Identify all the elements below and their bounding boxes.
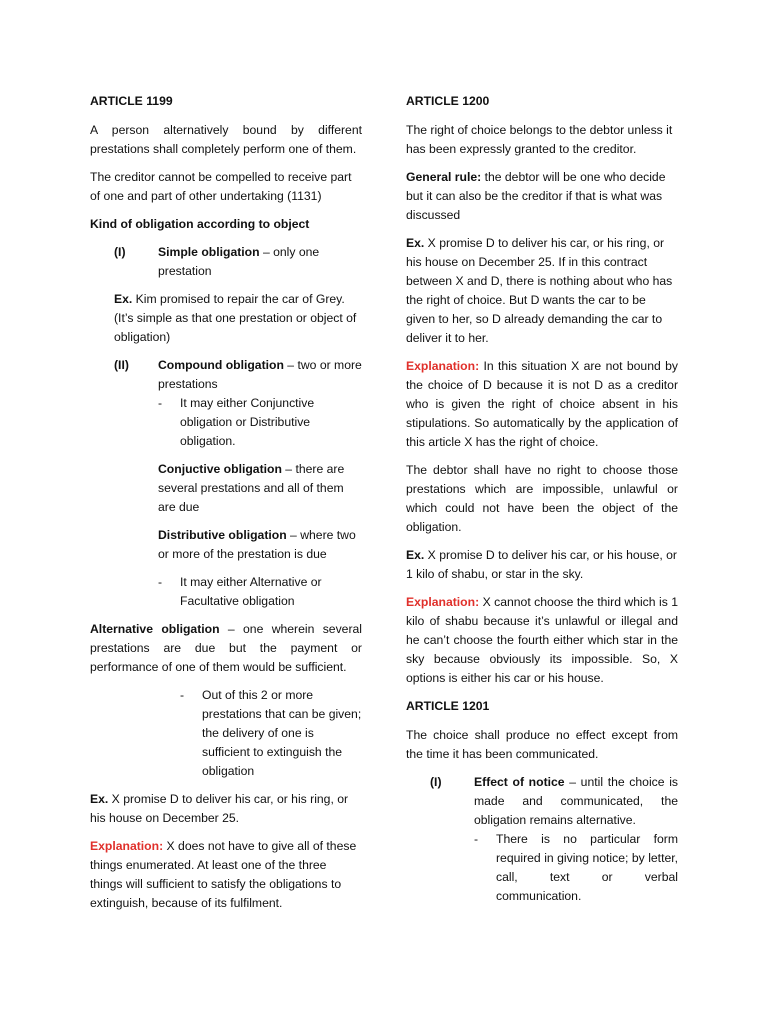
example-text: X promise D to deliver his car, or his house, or 1 kilo of shabu, or star in the sky. — [406, 548, 677, 581]
dash-marker: - — [180, 688, 185, 702]
example-text: X promise D to deliver his car, or his ring, or his house on December 25. — [90, 792, 349, 825]
alternative-obligation — [90, 620, 362, 677]
term: Distributive obligation — [158, 528, 287, 542]
dash-marker: - — [474, 832, 479, 846]
effect-of-notice-item — [406, 773, 678, 830]
example-label: Ex. — [114, 292, 133, 306]
article-1201-heading: ARTICLE 1201 — [406, 699, 490, 713]
bullet-item — [406, 830, 678, 906]
item-number: (II) — [114, 358, 129, 372]
explanation-label: Explanation: — [406, 595, 480, 609]
item-number: (I) — [114, 245, 126, 259]
example-impossible — [406, 546, 678, 584]
term: Alternative obligation — [90, 622, 220, 636]
item-text — [158, 243, 362, 281]
definition: – only one prestation — [158, 245, 320, 278]
definition: – where two or more of the prestation is due — [158, 528, 356, 561]
explanation-text: X does not have to give all of these things enumerated. At least one of the three things will sufficient to satisfy the obligations to extinguish, because of its fulfilment. — [90, 839, 357, 910]
explanation-label: Explanation: — [90, 839, 164, 853]
example-label: Ex. — [90, 792, 109, 806]
bullet-item — [90, 573, 362, 611]
bullet-text: It may either Alternative or Facultative obligation — [180, 575, 322, 608]
term: Simple obligation — [158, 245, 260, 259]
dash-marker: - — [158, 575, 163, 589]
example-label: Ex. — [406, 236, 425, 250]
right-column — [406, 92, 678, 915]
explanation-3 — [406, 593, 678, 688]
term: Effect of notice — [474, 775, 565, 789]
article-1199-heading: ARTICLE 1199 — [90, 94, 173, 108]
general-rule — [406, 168, 678, 225]
left-column — [90, 92, 362, 922]
item-text — [474, 773, 678, 830]
explanation-text: X cannot choose the third which is 1 kilo of shabu because it’s unlawful or illegal and he can’t choose the fourth either which star in the sky because obviously its impossible. So, X options is either his car or his house. — [406, 595, 678, 685]
explanation-label: Explanation: — [406, 359, 480, 373]
term: Conjuctive obligation — [158, 462, 282, 476]
bullet-item — [90, 394, 362, 451]
debtor-paragraph: The debtor shall have no right to choose those prestations which are impossible, unlawful or which could not have been the object of the obligation. — [406, 463, 678, 534]
simple-obligation-item — [90, 243, 362, 281]
example-alternative — [90, 790, 362, 828]
example-text: X promise D to deliver his car, or his ring, or his house on December 25. If in this contract between X and D, there is nothing about who has the right of choice. But D wants the car to be given to her, so D already demanding the car to deliver it to her. — [406, 236, 673, 345]
dash-marker: - — [158, 396, 163, 410]
example-right-of-choice — [406, 234, 678, 348]
kind-of-obligation-heading: Kind of obligation according to object — [90, 217, 310, 231]
compound-obligation-item — [90, 356, 362, 394]
definition: – two or more prestations — [158, 358, 362, 391]
article-1199-paragraph-1: A person alternatively bound by different prestations shall completely perform one of them. — [90, 123, 362, 156]
general-rule-text: the debtor will be one who decide but it can also be the creditor if that is what was discussed — [406, 170, 666, 222]
explanation-text: In this situation X are not bound by the choice of D because it is not D as a creditor who is given the right of choice absent in his stipulations. So automatically by the application of this article X has the right of choice. — [406, 359, 678, 449]
example-label: Ex. — [406, 548, 425, 562]
definition: – until the choice is made and communicated, the obligation remains alternative. — [474, 775, 678, 827]
general-rule-label: General rule: — [406, 170, 482, 184]
bullet-item — [90, 686, 362, 781]
article-1199-paragraph-2: The creditor cannot be compelled to receive part of one and part of other undertaking (1131) — [90, 170, 352, 203]
article-1200-paragraph-1: The right of choice belongs to the debtor unless it has been expressly granted to the creditor. — [406, 123, 673, 156]
definition: – there are several prestations and all of them are due — [158, 462, 345, 514]
explanation-2 — [406, 357, 678, 452]
conjunctive-obligation — [90, 460, 362, 517]
article-1200-heading: ARTICLE 1200 — [406, 94, 490, 108]
distributive-obligation — [90, 526, 362, 564]
article-1201-paragraph-1: The choice shall produce no effect except from the time it has been communicated. — [406, 728, 678, 761]
bullet-text: Out of this 2 or more prestations that can be given; the delivery of one is sufficient to extinguish the obligation — [202, 688, 362, 778]
explanation-1 — [90, 837, 362, 913]
example-text: Kim promised to repair the car of Grey. (It’s simple as that one prestation or object of obligation) — [114, 292, 357, 344]
item-text — [158, 356, 362, 394]
item-number: (I) — [430, 775, 442, 789]
definition: – one wherein several prestations are due but the payment or performance of one of them would be sufficient. — [90, 622, 362, 674]
example-simple — [90, 290, 362, 347]
bullet-text: There is no particular form required in giving notice; by letter, call, text or verbal communication. — [496, 832, 678, 903]
term: Compound obligation — [158, 358, 284, 372]
bullet-text: It may either Conjunctive obligation or Distributive obligation. — [180, 396, 315, 448]
